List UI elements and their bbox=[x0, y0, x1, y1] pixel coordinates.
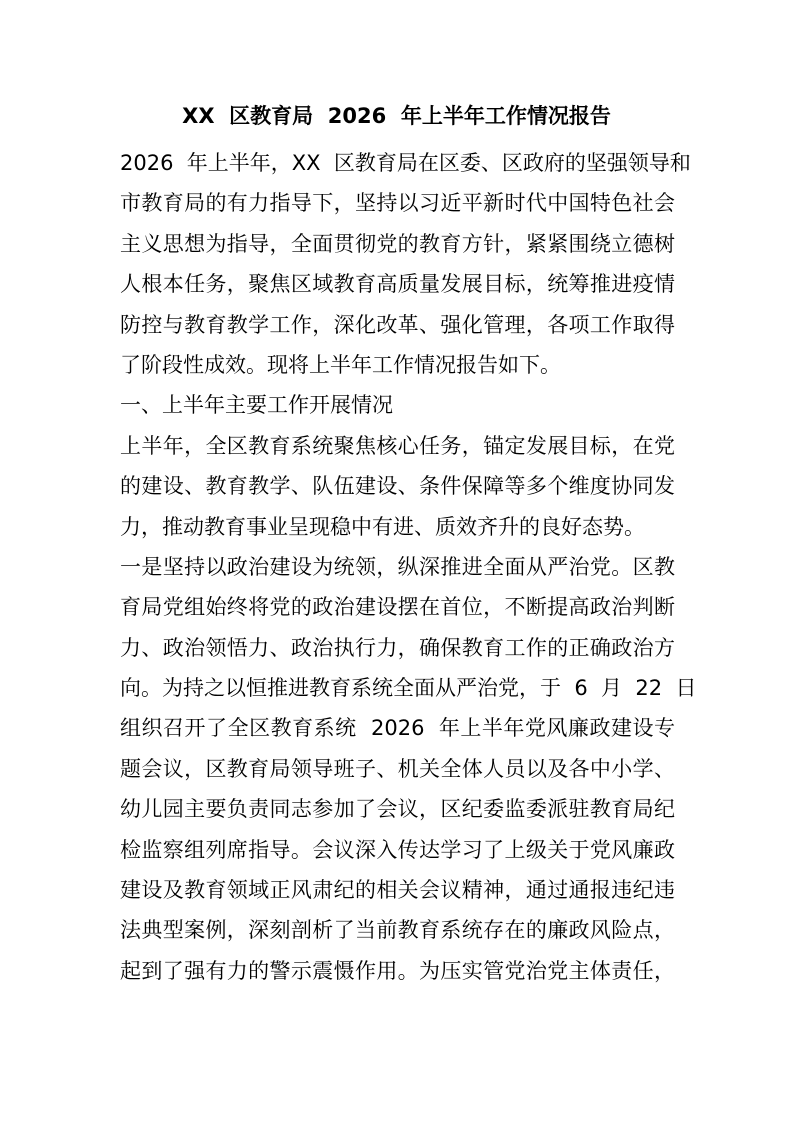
body-line: 了阶段性成效。现将上半年工作情况报告如下。 bbox=[120, 352, 561, 377]
body-line: 人根本任务，聚焦区域教育高质量发展目标，统筹推进疫情 bbox=[120, 272, 675, 297]
document-title: XX 区教育局 2026 年上半年工作情况报告 bbox=[182, 104, 611, 128]
body-line: 题会议，区教育局领导班子、机关全体人员以及各中小学、 bbox=[120, 756, 675, 781]
body-line: 检监察组列席指导。会议深入传达学习了上级关于党风廉政 bbox=[120, 837, 675, 862]
body-line: 一是坚持以政治建设为统领，纵深推进全面从严治党。区教 bbox=[120, 554, 675, 579]
body-line: 起到了强有力的警示震慑作用。为压实管党治党主体责任， bbox=[120, 958, 675, 983]
body-line: 建设及教育领域正风肃纪的相关会议精神，通过通报违纪违 bbox=[120, 878, 675, 903]
body-line: 主义思想为指导，全面贯彻党的教育方针，紧紧围绕立德树 bbox=[120, 231, 675, 256]
body-line: 幼儿园主要负责同志参加了会议，区纪委监委派驻教育局纪 bbox=[120, 797, 675, 822]
body-line: 力，推动教育事业呈现稳中有进、质效齐升的良好态势。 bbox=[120, 514, 645, 539]
body-line: 防控与教育教学工作，深化改革、强化管理，各项工作取得 bbox=[120, 312, 675, 337]
body-line: 组织召开了全区教育系统 2026 年上半年党风廉政建设专 bbox=[120, 716, 675, 741]
body-line: 市教育局的有力指导下，坚持以习近平新时代中国特色社会 bbox=[120, 191, 675, 216]
body-line: 的建设、教育教学、队伍建设、条件保障等多个维度协同发 bbox=[120, 474, 675, 499]
body-line: 向。为持之以恒推进教育系统全面从严治党，于 6 月 22 日 bbox=[120, 676, 697, 701]
body-line: 2026 年上半年，XX 区教育局在区委、区政府的坚强领导和 bbox=[120, 151, 691, 175]
body-line: 力、政治领悟力、政治执行力，确保教育工作的正确政治方 bbox=[120, 635, 675, 660]
body-line: 法典型案例，深刻剖析了当前教育系统存在的廉政风险点， bbox=[120, 918, 675, 943]
body-line: 育局党组始终将党的政治建设摆在首位，不断提高政治判断 bbox=[120, 595, 675, 620]
body-line: 上半年，全区教育系统聚焦核心任务，锚定发展目标，在党 bbox=[120, 433, 675, 458]
document-body bbox=[120, 143, 697, 991]
section-heading: 一、上半年主要工作开展情况 bbox=[120, 393, 393, 418]
